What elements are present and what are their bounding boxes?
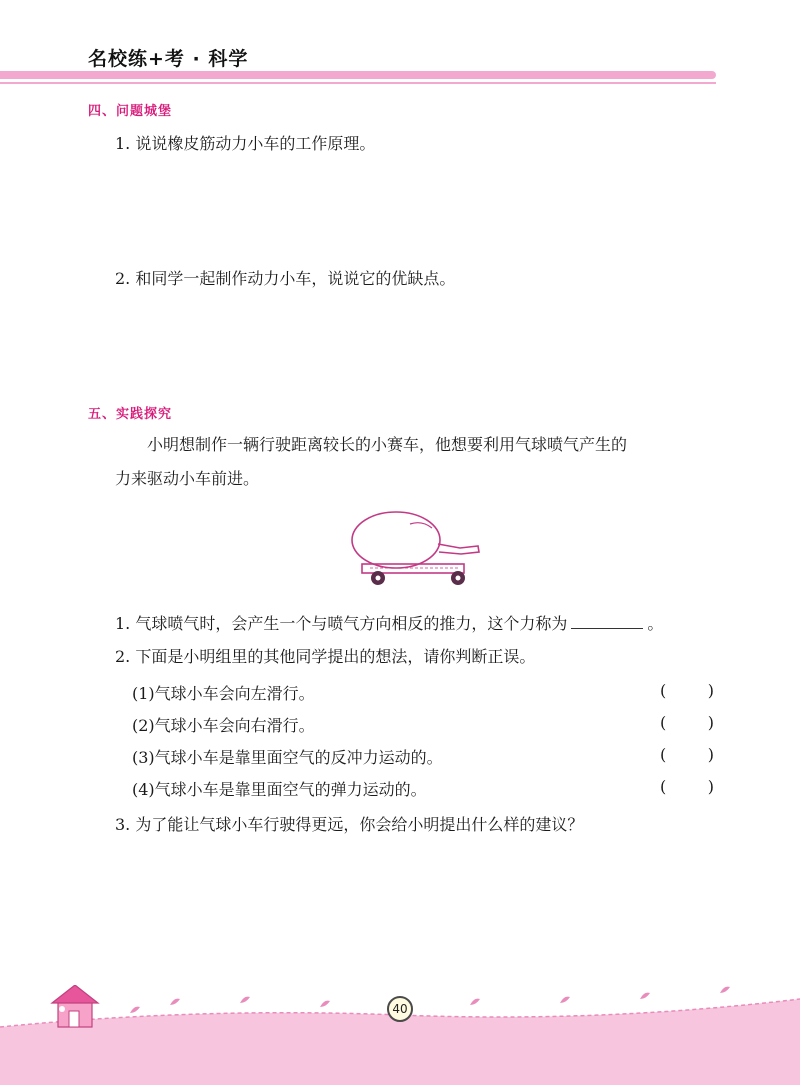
balloon-car-illustration xyxy=(340,506,485,591)
house-icon xyxy=(52,985,98,1027)
intro-line-2: 力来驱动小车前进。 xyxy=(115,469,260,488)
question-4-2: 2. 和同学一起制作动力小车，说说它的优缺点。 xyxy=(115,269,456,288)
header-bar xyxy=(0,71,716,79)
judgment-statement-3: (3)气球小车是靠里面空气的反冲力运动的。 xyxy=(132,748,443,767)
sprout-icons xyxy=(130,987,730,1013)
judgment-answer-box-1[interactable]: ( ) xyxy=(660,681,714,700)
judgment-answer-box-2[interactable]: ( ) xyxy=(660,713,714,732)
page-number: 40 xyxy=(387,996,413,1022)
question-5-2: 2. 下面是小明组里的其他同学提出的想法，请你判断正误。 xyxy=(115,647,536,666)
intro-line-1: 小明想制作一辆行驶距离较长的小赛车，他想要利用气球喷气产生的 xyxy=(147,435,628,454)
judgment-statement-1: (1)气球小车会向左滑行。 xyxy=(132,684,315,703)
answer-blank[interactable] xyxy=(571,612,643,629)
question-5-1-text: 1. 气球喷气时，会产生一个与喷气方向相反的推力，这个力称为 xyxy=(115,614,568,633)
judgment-row-4 xyxy=(132,777,714,801)
nozzle-shape xyxy=(438,544,479,554)
judgment-statement-4: (4)气球小车是靠里面空气的弹力运动的。 xyxy=(132,780,427,799)
judgment-row-3 xyxy=(132,745,714,769)
judgment-answer-box-3[interactable]: ( ) xyxy=(660,745,714,764)
page-header-title: 名校练+考 · 科学 xyxy=(88,48,249,70)
judgment-row-2 xyxy=(132,713,714,737)
question-5-3: 3. 为了能让气球小车行驶得更远，你会给小明提出什么样的建议？ xyxy=(115,815,584,834)
header-divider xyxy=(0,82,716,84)
judgment-statement-2: (2)气球小车会向右滑行。 xyxy=(132,716,315,735)
section-5-intro xyxy=(115,428,715,496)
section-5-title: 五、实践探究 xyxy=(88,407,173,422)
question-4-1: 1. 说说橡皮筋动力小车的工作原理。 xyxy=(115,134,376,153)
question-5-1 xyxy=(115,612,663,635)
judgment-row-1 xyxy=(132,681,714,705)
section-4-title: 四、问题城堡 xyxy=(88,104,173,119)
question-5-1-end: 。 xyxy=(647,614,664,633)
judgment-answer-box-4[interactable]: ( ) xyxy=(660,777,714,796)
balloon-shape xyxy=(352,512,440,568)
